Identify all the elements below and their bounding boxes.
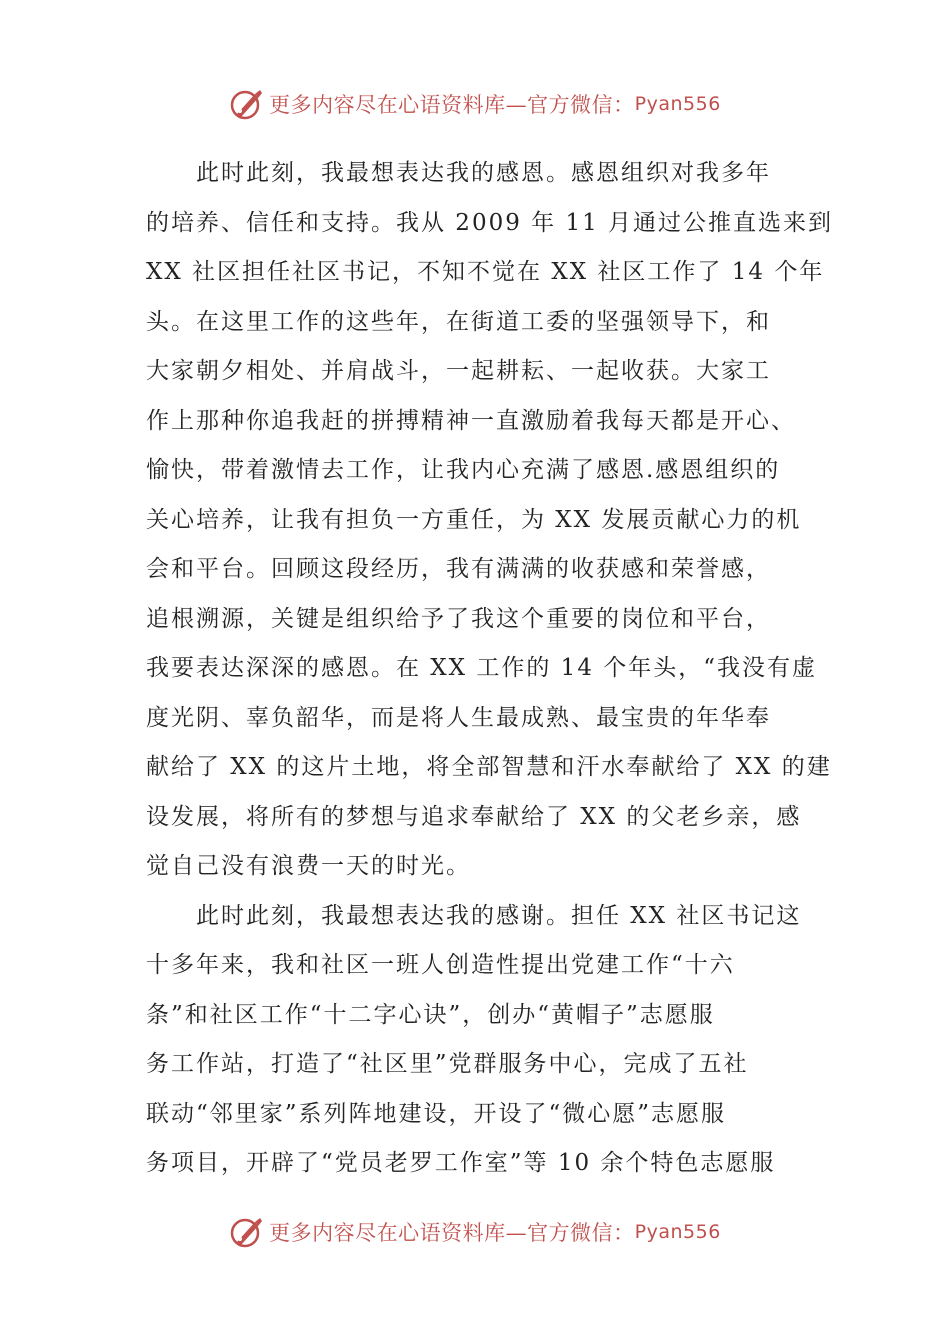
text-line: 作上那种你追我赶的拼搏精神一直激励着我每天都是开心、 (146, 407, 796, 434)
text-line: 务项目，开辟了“党员老罗工作室”等 10 余个特色志愿服 (146, 1150, 776, 1176)
text-line: 献给了 XX 的这片土地，将全部智慧和汗水奉献给了 XX 的建 (146, 754, 832, 780)
text-line: 度光阴、辜负韶华，而是将人生最成熟、最宝贵的年华奉 (146, 704, 771, 731)
header-banner (0, 84, 950, 124)
header-banner-wechat-id: Pyan556 (634, 93, 721, 115)
text-line: 的培养、信任和支持。我从 2009 年 11 月通过公推直选来到 (146, 209, 834, 236)
pen-circle-logo-icon (229, 86, 265, 122)
text-line: 追根溯源，关键是组织给予了我这个重要的岗位和平台， (146, 605, 771, 632)
text-line: 愉快，带着激情去工作，让我内心充满了感恩.感恩组织的 (146, 457, 781, 483)
text-line: 觉自己没有浪费一天的时光。 (146, 853, 471, 879)
text-line: XX 社区担任社区书记，不知不觉在 XX 社区工作了 14 个年 (146, 259, 825, 285)
text-line: 我要表达深深的感恩。在 XX 工作的 14 个年头，“我没有虚 (146, 655, 818, 681)
text-line: 会和平台。回顾这段经历，我有满满的收获感和荣誉感， (146, 556, 771, 582)
text-line: 联动“邻里家”系列阵地建设，开设了“微心愿”志愿服 (146, 1100, 727, 1127)
text-line: 十多年来，我和社区一班人创造性提出党建工作“十六 (146, 952, 735, 978)
header-banner-text: 更多内容尽在心语资料库—官方微信： (269, 93, 635, 117)
text-line: 关心培养，让我有担负一方重任，为 XX 发展贡献心力的机 (146, 506, 802, 533)
footer-banner-text: 更多内容尽在心语资料库—官方微信： (269, 1221, 635, 1245)
paragraph-1 (146, 149, 834, 892)
text-line: 条”和社区工作“十二字心诀”，创办“黄帽子”志愿服 (146, 1001, 715, 1028)
text-line: 大家朝夕相处、并肩战斗，一起耕耘、一起收获。大家工 (146, 358, 771, 384)
text-line: 头。在这里工作的这些年，在街道工委的坚强领导下，和 (146, 308, 771, 335)
text-line: 务工作站，打造了“社区里”党群服务中心，完成了五社 (146, 1051, 749, 1077)
paragraph-2 (146, 892, 806, 1189)
document-body (146, 149, 834, 1189)
text-line: 此时此刻，我最想表达我的感恩。感恩组织对我多年 (146, 160, 771, 186)
text-line: 此时此刻，我最想表达我的感谢。担任 XX 社区书记这 (146, 902, 802, 929)
footer-banner-wechat-id: Pyan556 (634, 1221, 721, 1243)
pen-circle-logo-icon (229, 1214, 265, 1250)
footer-banner (0, 1212, 950, 1252)
text-line: 设发展，将所有的梦想与追求奉献给了 XX 的父老乡亲，感 (146, 803, 802, 830)
